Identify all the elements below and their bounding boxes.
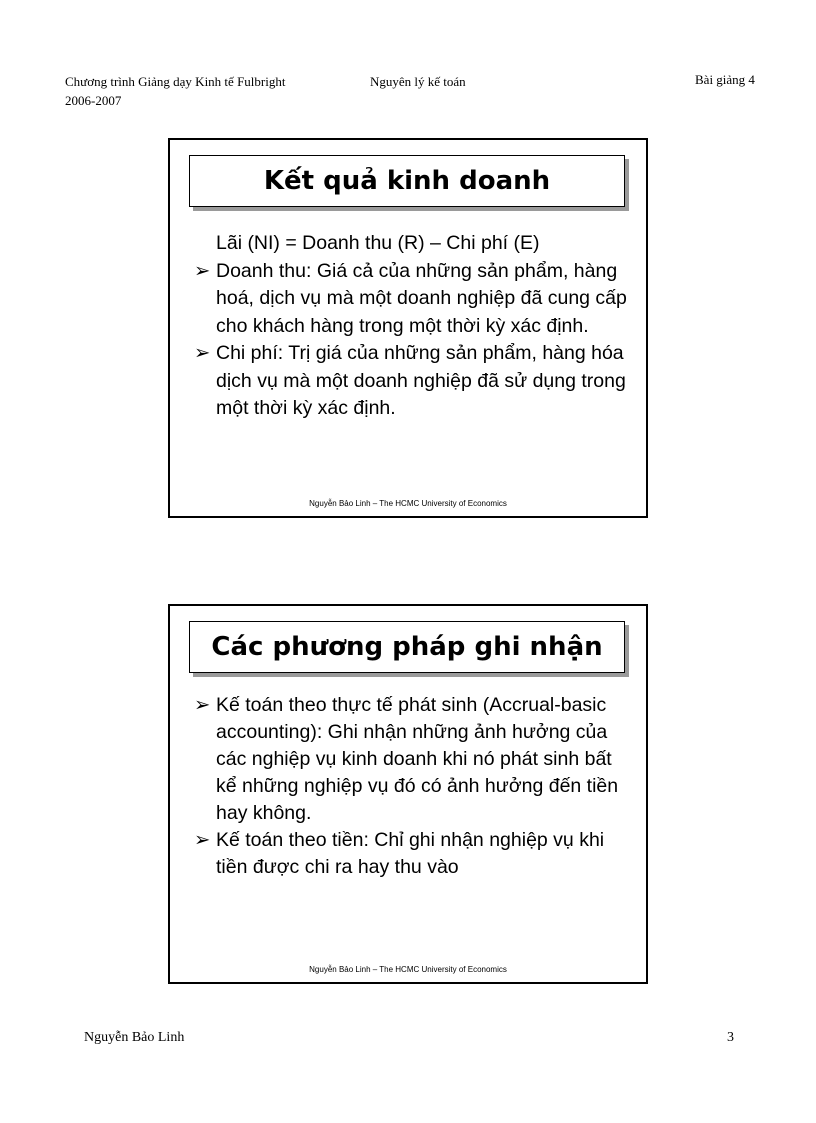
bullet-text: Chi phí: Trị giá của những sản phẩm, hàng hóa dịch vụ mà một doanh nghiệp đã sử dụng trong một thời kỳ xác định. <box>216 342 626 419</box>
bullet-text: Kế toán theo tiền: Chỉ ghi nhận nghiệp vụ khi tiền được chi ra hay thu vào <box>216 829 605 878</box>
header-lecture: Bài giảng 4 <box>695 72 755 87</box>
header-year: 2006-2007 <box>65 93 122 108</box>
bullet-item <box>194 340 634 423</box>
slide-footnote: Nguyễn Bảo Linh – The HCMC University of Economics <box>309 965 507 974</box>
profit-formula: Lãi (NI) = Doanh thu (R) – Chi phí (E) <box>216 232 540 254</box>
arrow-bullet-icon: ➢ <box>194 694 211 716</box>
arrow-bullet-icon: ➢ <box>194 829 211 851</box>
slide-body <box>194 692 634 881</box>
footer-author: Nguyễn Bảo Linh <box>84 1030 185 1045</box>
bullet-item <box>194 692 634 827</box>
bullet-item <box>194 258 634 341</box>
slide-title: Các phương pháp ghi nhận <box>189 621 625 673</box>
slide-title: Kết quả kinh doanh <box>189 155 625 207</box>
slide-footnote: Nguyễn Bảo Linh – The HCMC University of Economics <box>309 499 507 508</box>
slide-recognition-methods <box>168 604 648 984</box>
arrow-bullet-icon: ➢ <box>194 342 211 364</box>
page-number: 3 <box>727 1030 734 1045</box>
arrow-bullet-icon: ➢ <box>194 259 211 282</box>
slide-body <box>194 230 634 423</box>
bullet-text: Doanh thu: Giá cả của những sản phẩm, hàng hoá, dịch vụ mà một doanh nghiệp đã cung cấp cho khách hàng trong một thời kỳ xác định. <box>216 259 627 337</box>
header-program: Chương trình Giảng dạy Kinh tế Fulbright <box>65 74 286 89</box>
slide-business-result <box>168 138 648 518</box>
bullet-text: Kế toán theo thực tế phát sinh (Accrual-basic accounting): Ghi nhận những ảnh hưởng của các nghiệp vụ kinh doanh khi nó phát sinh bất kể những nghiệp vụ đó có ảnh hưởng đến tiền hay không. <box>216 694 619 824</box>
header-subject: Nguyên lý kế toán <box>370 74 466 89</box>
bullet-item <box>194 827 634 881</box>
